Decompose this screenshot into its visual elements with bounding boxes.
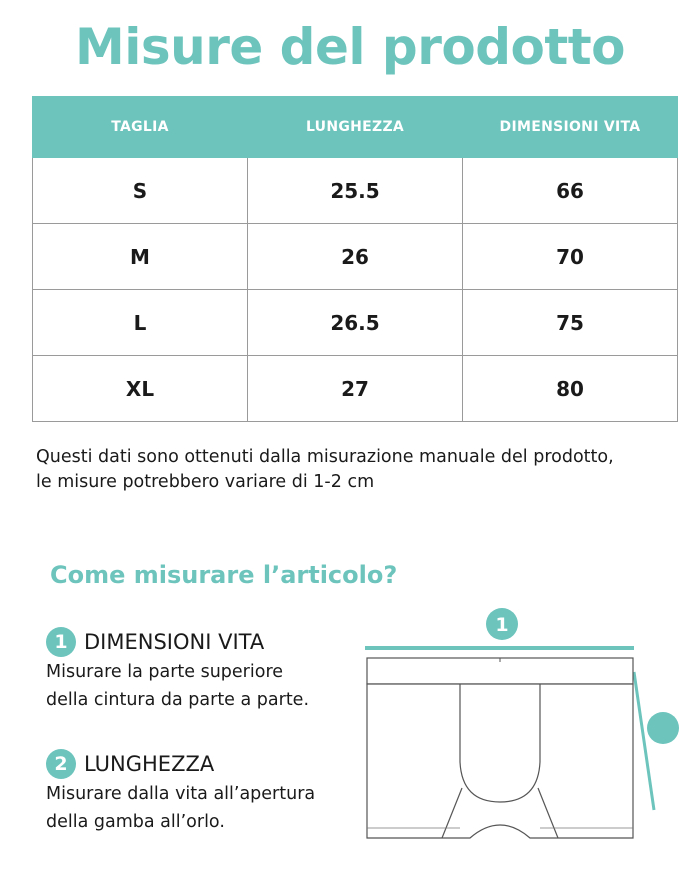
cell-size: XL [33,356,248,422]
step-description-line: Misurare la parte superiore [46,662,284,682]
cell-length: 26.5 [248,290,463,356]
step-length [46,748,346,836]
step-heading [46,626,346,658]
marker-2-circle [647,712,679,744]
step-label: DIMENSIONI VITA [84,630,265,654]
length-measure-line [634,672,654,810]
cell-size: L [33,290,248,356]
step-heading [46,748,346,780]
page-title: Misure del prodotto [74,18,626,76]
step-description-line: della cintura da parte a parte. [46,690,310,710]
step-description [46,658,346,714]
measurement-diagram [360,602,690,856]
boxer-briefs-icon [360,602,690,852]
note-line: le misure potrebbero variare di 1-2 cm [36,472,375,492]
table-header-row [33,97,678,158]
cell-length: 26 [248,224,463,290]
table-row [33,290,678,356]
measurement-note [36,445,676,495]
column-header-waist: DIMENSIONI VITA [463,97,678,158]
table-row [33,356,678,422]
how-to-measure-title: Come misurare l’articolo? [50,561,398,589]
table-row [33,224,678,290]
cell-waist: 70 [463,224,678,290]
garment-body-outline [367,684,633,838]
step-description-line: della gamba all’orlo. [46,812,225,832]
step-number-badge: 2 [46,749,76,779]
cell-waist: 75 [463,290,678,356]
cell-length: 27 [248,356,463,422]
step-waist [46,626,346,714]
cell-waist: 80 [463,356,678,422]
cell-length: 25.5 [248,158,463,224]
size-table [32,96,678,422]
step-description-line: Misurare dalla vita all’apertura [46,784,316,804]
step-label: LUNGHEZZA [84,752,215,776]
cell-size: M [33,224,248,290]
cell-waist: 66 [463,158,678,224]
note-line: Questi dati sono ottenuti dalla misurazione manuale del prodotto, [36,447,614,467]
column-header-size: TAGLIA [33,97,248,158]
step-description [46,780,346,836]
column-header-length: LUNGHEZZA [248,97,463,158]
step-number-badge: 1 [46,627,76,657]
marker-1-label: 1 [495,614,509,636]
cell-size: S [33,158,248,224]
table-row [33,158,678,224]
